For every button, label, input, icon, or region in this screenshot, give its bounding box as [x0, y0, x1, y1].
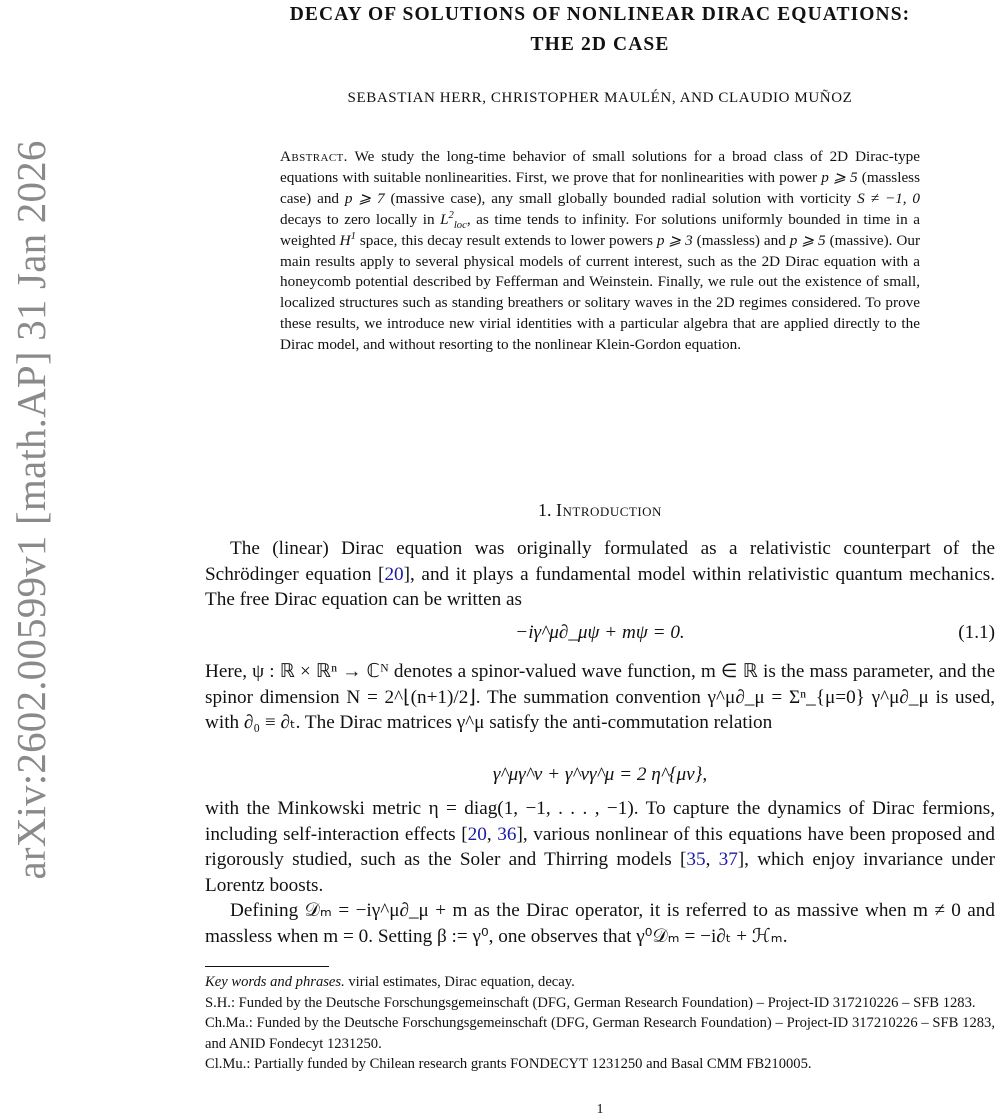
math: p ⩾ 3 [656, 231, 693, 249]
footnote-chma: Ch.Ma.: Funded by the Deutsche Forschungsgemeinschaft (DFG, German Research Foundation) – Project-ID 317210226 – SFB 1283, and ANID Fondecyt 1231250. [205, 1015, 995, 1052]
math: p ⩾ 5 [821, 168, 858, 186]
footnotes [205, 972, 995, 1075]
footnote-keywords: Key words and phrases. virial estimates, Dirac equation, decay. [205, 974, 575, 990]
citation-link[interactable]: 35 [686, 849, 706, 871]
footnote-clmu: Cl.Mu.: Partially funded by Chilean research grants FONDECYT 1231250 and Basal CMM FB210005. [205, 1056, 812, 1073]
equation-number: (1.1) [958, 622, 995, 643]
section-number: 1. [538, 500, 552, 520]
intro-paragraph-2: Here, ψ : ℝ × ℝⁿ → ℂᴺ denotes a spinor-valued wave function, m ∈ ℝ is the mass parameter, and the spinor dimension N = 2^⌊(n+1)/2⌋. The summation convention γ^μ∂_μ = Σⁿ_{μ=0} γ^μ∂_μ is used, with ∂₀ ≡ ∂ₜ. The Dirac matrices γ^μ satisfy the anti-commutation relation [205, 661, 995, 734]
abstract-label: Abstract. [280, 148, 348, 165]
authors: SEBASTIAN HERR, CHRISTOPHER MAULÉN, AND CLAUDIO MUÑOZ [347, 90, 853, 106]
abstract-text: space, this decay result extends to lower powers [355, 231, 657, 249]
equation-expression: −iγ^μ∂_μψ + mψ = 0. [515, 622, 685, 643]
footnote-divider [205, 966, 329, 967]
intro-paragraph-3: with the Minkowski metric η = diag(1, −1, . . . , −1). To capture the dynamics of Dirac fermions, including self-interaction effects [20, 36], various nonlinear of this equations have been proposed and rigorously studied, such as the Soler and Thirring models [35, 37], which enjoy invariance under Lorentz boosts. [205, 798, 995, 896]
abstract-text: (massive). Our main results apply to several physical models of current interest, such as the 2D Dirac equation with a honeycomb potential described by Fefferman and Weinstein. Finally, we rule out the existence of small, localized structures such as standing breathers or solitary waves in the 2D regimes considered. To prove these results, we introduce new virial identities with a particular algebra that are applied directly to the Dirac model, and without resorting to the nonlinear Klein-Gordon equation. [280, 231, 921, 354]
footnote-sh: S.H.: Funded by the Deutsche Forschungsgemeinschaft (DFG, German Research Foundation) – Project-ID 317210226 – SFB 1283. [205, 994, 976, 1011]
page-number: 1 [596, 1102, 604, 1117]
intro-paragraph-1: The (linear) Dirac equation was originally formulated as a relativistic counterpart of the Schrödinger equation [20], and it plays a fundamental model within relativistic quantum mechanics. The free Dirac equation can be written as [205, 538, 995, 611]
math-l2loc: $L^2_{loc}$ [440, 209, 467, 231]
abstract [280, 147, 920, 356]
abstract-text: , as time tends to infinity. For solutions uniformly bounded in time in a weighted [280, 210, 920, 249]
title-line-2: THE 2D CASE [530, 34, 670, 55]
intro-paragraph-4: Defining 𝒟ₘ = −iγ^μ∂_μ + m as the Dirac operator, it is referred to as massive when m ≠ 0 and massless when m = 0. Setting β := γ⁰, one observes that γ⁰𝒟ₘ = −i∂ₜ + ℋₘ. [205, 900, 995, 947]
arxiv-stamp-text: arXiv:2602.00599v1 [math.AP] 31 Jan 2026 [8, 140, 54, 880]
math: p ⩾ 7 [344, 189, 385, 207]
math: S ≠ −1, 0 [857, 189, 920, 207]
citation-link[interactable]: 36 [497, 823, 517, 845]
citation-link[interactable]: 37 [718, 849, 738, 871]
math: p ⩾ 5 [789, 231, 826, 249]
citation-link[interactable]: 20 [384, 563, 404, 585]
abstract-text: (massless) and [692, 231, 790, 249]
citation-link[interactable]: 20 [467, 823, 487, 845]
equation-expression: γ^μγ^ν + γ^νγ^μ = 2 η^{μν}, [492, 764, 708, 785]
abstract-text: (massive case), any small globally bounded radial solution with vorticity [384, 189, 858, 207]
section-title: Introduction [556, 500, 662, 520]
abstract-text: We study the long-time behavior of small solutions for a broad class of 2D Dirac-type equations with suitable nonlinearities. First, we prove that for nonlinearities with power [280, 148, 920, 186]
abstract-text: decays to zero locally in [280, 210, 441, 228]
paper-title [205, 0, 995, 60]
math-h1: $H^1$ [339, 230, 356, 249]
title-line-1: DECAY OF SOLUTIONS OF NONLINEAR DIRAC EQUATIONS: [289, 4, 911, 25]
arxiv-stamp [6, 120, 56, 900]
abstract-text: (massless case) and [280, 168, 921, 207]
section-heading [205, 500, 995, 521]
